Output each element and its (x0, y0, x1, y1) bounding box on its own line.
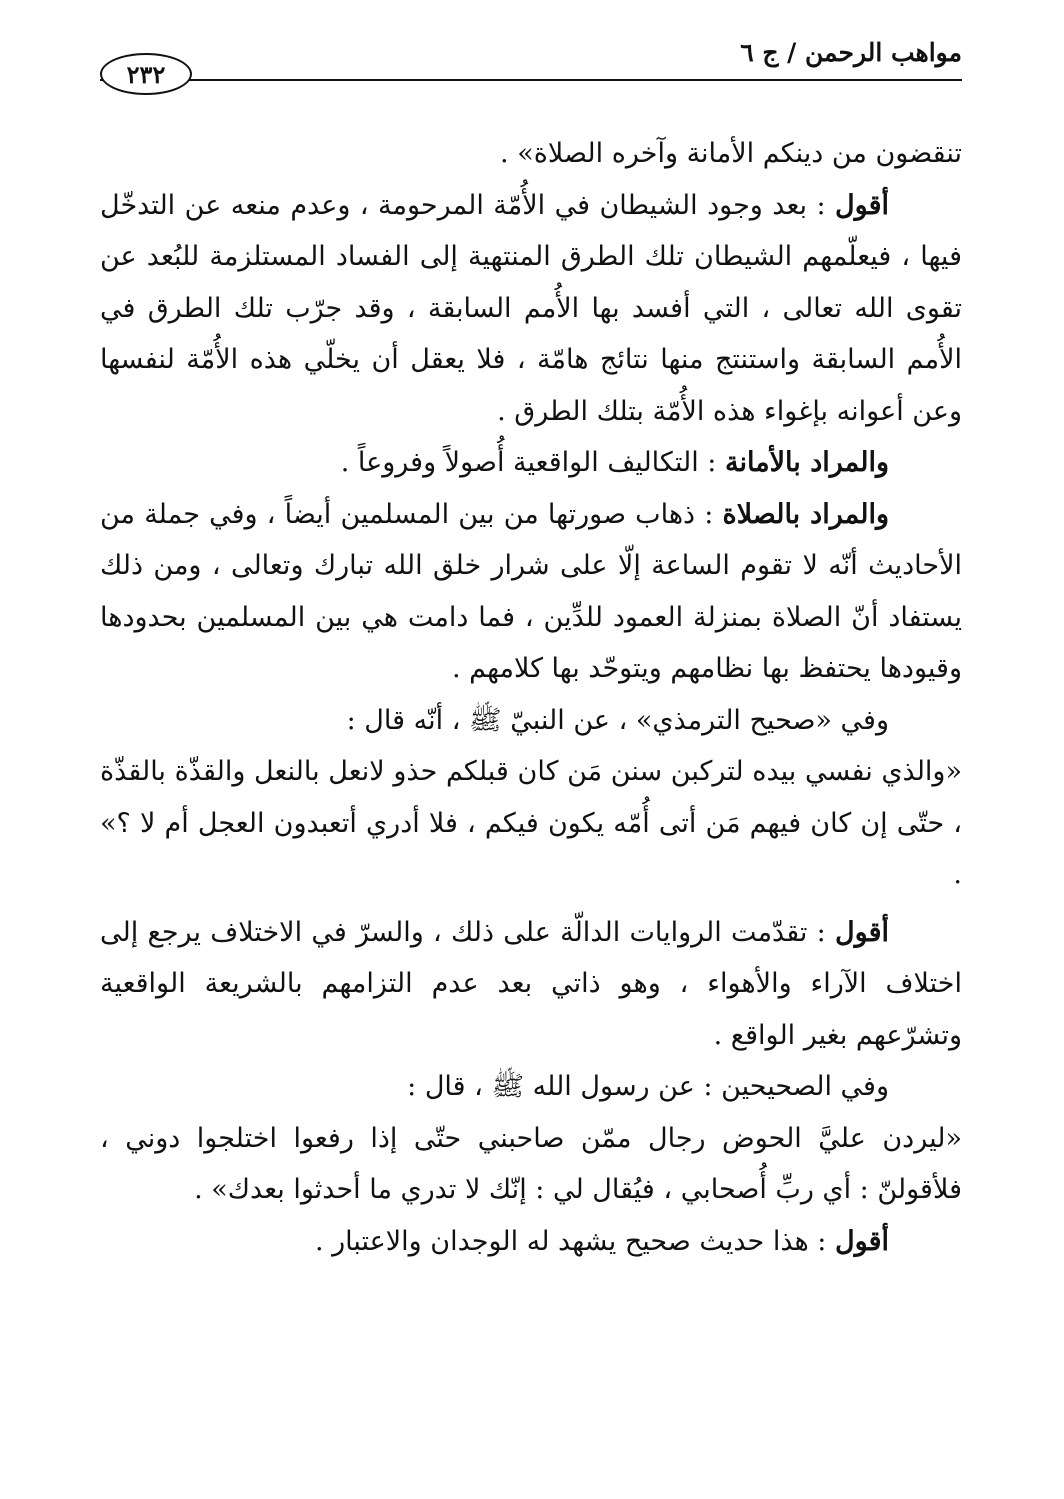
paragraph-text: «ليردن عليَّ الحوض رجال ممّن صاحبني حتّى إذا رفعوا اختلجوا دوني ، فلأقولنّ : أي ربِّ أُصحابي ، فيُقال لي : إنّك لا تدري ما أحدثوا بعدك» . (100, 1122, 962, 1205)
paragraph-text: : بعد وجود الشيطان في الأُمّة المرحومة ، وعدم منعه عن التدخّل فيها ، فيعلّمهم الشيطان تلك الطرق المنتهية إلى الفساد المستلزمة للبُعد عن تقوى الله تعالى ، التي أفسد بها الأُمم السابقة ، وقد جرّب تلك الطرق في الأُمم السابقة واستنتج منها نتائج هامّة ، فلا يعقل أن يخلّي هذه الأُمّة لنفسها وعن أعوانه بإغواء هذه الأُمّة بتلك الطرق . (100, 189, 962, 427)
paragraph-hadith-quote (100, 1113, 962, 1216)
running-title: مواهب الرحمن / ج ٦ (740, 38, 962, 67)
paragraph-continuation (100, 128, 962, 180)
paragraph-lead: والمراد بالأمانة (724, 447, 889, 478)
paragraph-text: وفي الصحيحين : عن رسول الله ﷺ ، قال : (407, 1071, 889, 1102)
paragraph-text: تنقضون من دينكم الأمانة وآخره الصلاة» . (500, 138, 962, 169)
paragraph-hadith-intro (100, 1061, 962, 1113)
paragraph-text: : ذهاب صورتها من بين المسلمين أيضاً ، وفي جملة من الأحاديث أنّه لا تقوم الساعة إلّا على شرار خلق الله تبارك وتعالى ، ومن ذلك يستفاد أنّ الصلاة بمنزلة العمود للدِّين ، فما دامت هي بين المسلمين بحدودها وقيودها يحتفظ بها نظامهم ويتوحّد بها كلامهم . (100, 498, 962, 684)
paragraph-lead: أقول (835, 916, 889, 948)
page-body (100, 128, 962, 1267)
header-rule (100, 79, 962, 81)
paragraph-text: «والذي نفسي بيده لتركبن سنن مَن كان قبلكم حذو لانعل بالنعل والقذّة بالقذّة ، حتّى إن كان فيهم مَن أتى أُمّه يكون فيكم ، فلا أدري أتعبدون العجل أم لا ؟» . (100, 756, 962, 890)
paragraph-hadith-quote (100, 746, 962, 901)
paragraph-text: : تقدّمت الروايات الدالّة على ذلك ، والسرّ في الاختلاف يرجع إلى اختلاف الآراء والأهواء ، وهو ذاتي بعد عدم التزامهم بالشريعة الواقعية وتشرّعهم بغير الواقع . (100, 916, 962, 1051)
paragraph-text: : هذا حديث صحيح يشهد له الوجدان والاعتبار . (314, 1225, 827, 1257)
paragraph-definition-amana (100, 437, 962, 489)
paragraph-hadith-intro (100, 695, 962, 747)
paragraph-lead: أقول (835, 189, 889, 221)
paragraph-commentary (100, 907, 962, 1062)
paragraph-definition-salat (100, 489, 962, 695)
paragraph-commentary (100, 1216, 962, 1268)
page-header (100, 38, 962, 98)
paragraph-text: : التكاليف الواقعية أُصولاً وفروعاً . (340, 447, 717, 478)
paragraph-lead: أقول (835, 1225, 889, 1257)
page-number-badge: ٢٣٢ (100, 53, 192, 95)
paragraph-text: وفي «صحيح الترمذي» ، عن النبيّ ﷺ ، أنّه قال : (346, 704, 889, 736)
paragraph-lead: والمراد بالصلاة (722, 498, 889, 530)
paragraph-commentary (100, 180, 962, 438)
